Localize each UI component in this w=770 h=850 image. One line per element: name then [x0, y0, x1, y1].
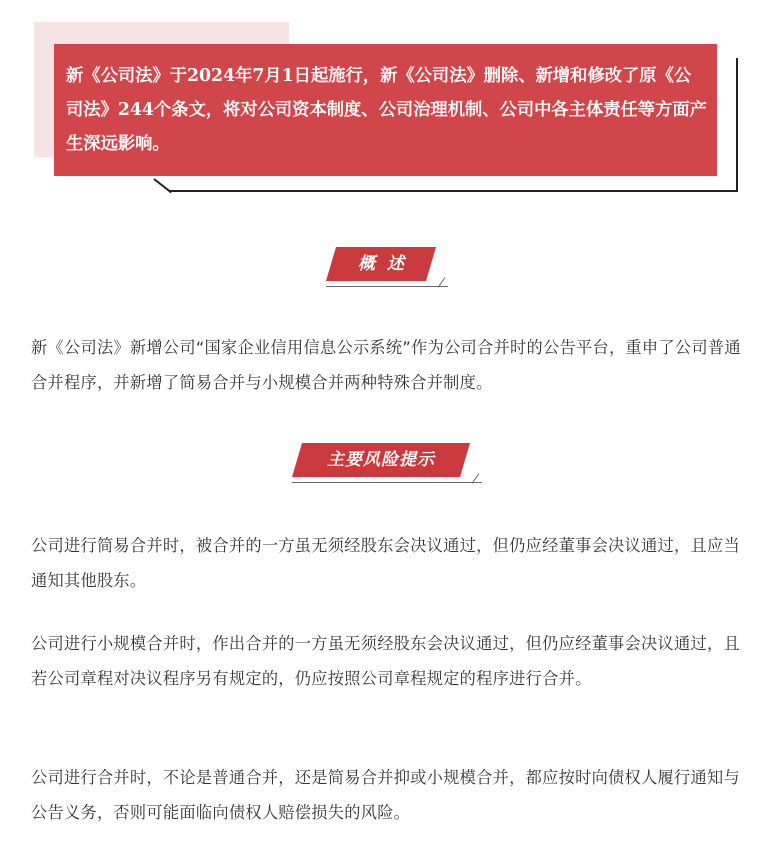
- section-header-underline: [292, 482, 482, 483]
- section-header-underline: [326, 286, 448, 287]
- section-header-overview: [326, 247, 448, 281]
- intro-summary-box: [54, 44, 717, 176]
- risk-paragraph-creditor-notice: 公司进行合并时，不论是普通合并，还是简易合并抑或小规模合并，都应按时向债权人履行通知与公告义务，否则可能面临向债权人赔偿损失的风险。: [31, 768, 740, 822]
- section-header-risks: [292, 443, 482, 477]
- section-title-risks: 主要风险提示: [327, 450, 435, 470]
- section-title-overview: 概述: [358, 254, 416, 274]
- risk-paragraph-small-scale-merger: 公司进行小规模合并时，作出合并的一方虽无须经股东会决议通过，但仍应经董事会决议通过，且若公司章程对决议程序另有规定的，仍应按照公司章程规定的程序进行合并。: [31, 634, 740, 688]
- overview-paragraph: 新《公司法》新增公司“国家企业信用信息公示系统”作为公司合并时的公告平台，重申了公司普通合并程序，并新增了简易合并与小规模合并两种特殊合并制度。: [31, 338, 741, 392]
- risk-paragraph-simple-merger: 公司进行简易合并时，被合并的一方虽无须经股东会决议通过，但仍应经董事会决议通过，且应当通知其他股东。: [31, 536, 740, 590]
- intro-summary-text: 新《公司法》于2024年7月1日起施行，新《公司法》删除、新增和修改了原《公司法》244个条文，将对公司资本制度、公司治理机制、公司中各主体责任等方面产生深远影响。: [66, 66, 707, 154]
